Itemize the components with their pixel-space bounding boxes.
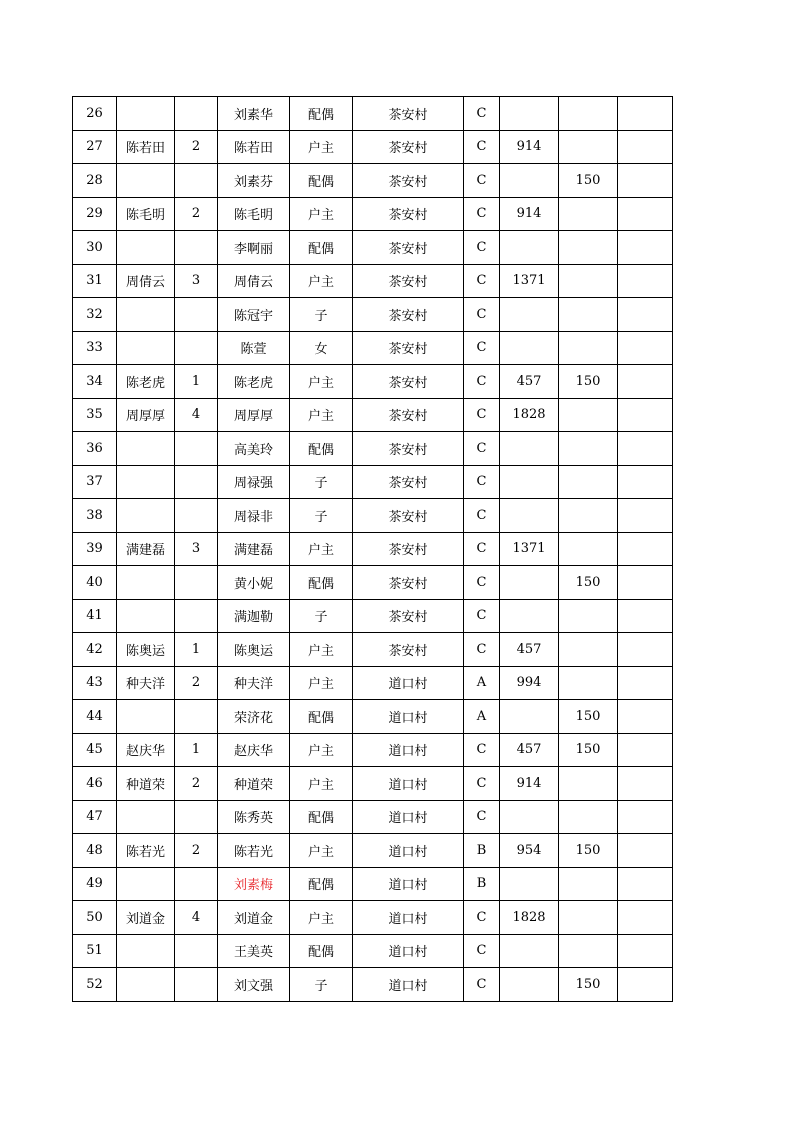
household-head-cell: 陈若田: [117, 130, 175, 164]
member-name-cell: 满建磊: [218, 532, 290, 566]
relation-cell: 户主: [290, 532, 353, 566]
household-head-cell: [117, 432, 175, 466]
extra-cell: [618, 566, 673, 600]
row-number-cell: 28: [73, 164, 117, 198]
extra-cell: [618, 934, 673, 968]
grade-cell: C: [464, 532, 500, 566]
row-number-cell: 33: [73, 331, 117, 365]
grade-cell: C: [464, 197, 500, 231]
row-number-cell: 43: [73, 666, 117, 700]
subsidy-cell: [559, 901, 618, 935]
amount-cell: 1828: [500, 901, 559, 935]
amount-cell: [500, 867, 559, 901]
village-cell: 茶安村: [353, 197, 464, 231]
household-size-cell: 4: [175, 398, 218, 432]
row-number-cell: 32: [73, 298, 117, 332]
relation-cell: 配偶: [290, 867, 353, 901]
village-cell: 茶安村: [353, 130, 464, 164]
member-name-cell: 荣济花: [218, 700, 290, 734]
row-number-cell: 31: [73, 264, 117, 298]
table-row: [73, 231, 673, 265]
grade-cell: C: [464, 331, 500, 365]
subsidy-cell: [559, 264, 618, 298]
extra-cell: [618, 633, 673, 667]
subsidy-cell: [559, 298, 618, 332]
table-row: [73, 633, 673, 667]
village-cell: 道口村: [353, 968, 464, 1002]
table-row: [73, 164, 673, 198]
household-head-cell: 陈老虎: [117, 365, 175, 399]
extra-cell: [618, 599, 673, 633]
household-head-cell: [117, 164, 175, 198]
household-size-cell: [175, 97, 218, 131]
member-name-cell: 陈冠宇: [218, 298, 290, 332]
table-row: [73, 97, 673, 131]
village-cell: 道口村: [353, 901, 464, 935]
household-head-cell: [117, 566, 175, 600]
relation-cell: 配偶: [290, 97, 353, 131]
household-head-cell: [117, 700, 175, 734]
row-number-cell: 35: [73, 398, 117, 432]
relation-cell: 户主: [290, 767, 353, 801]
table-row: [73, 264, 673, 298]
subsidy-cell: [559, 532, 618, 566]
member-name-cell: 满迦勒: [218, 599, 290, 633]
household-head-cell: [117, 867, 175, 901]
household-head-cell: 满建磊: [117, 532, 175, 566]
household-head-cell: [117, 97, 175, 131]
grade-cell: B: [464, 834, 500, 868]
relation-cell: 子: [290, 298, 353, 332]
amount-cell: [500, 164, 559, 198]
grade-cell: A: [464, 666, 500, 700]
relation-cell: 户主: [290, 633, 353, 667]
household-size-cell: [175, 432, 218, 466]
relation-cell: 配偶: [290, 231, 353, 265]
household-size-cell: [175, 968, 218, 1002]
household-head-cell: [117, 231, 175, 265]
household-head-cell: [117, 934, 175, 968]
relation-cell: 配偶: [290, 700, 353, 734]
member-name-cell: 刘素梅: [218, 867, 290, 901]
household-head-cell: [117, 298, 175, 332]
household-size-cell: 2: [175, 130, 218, 164]
row-number-cell: 38: [73, 499, 117, 533]
household-head-cell: [117, 465, 175, 499]
household-size-cell: 2: [175, 767, 218, 801]
grade-cell: C: [464, 566, 500, 600]
village-cell: 茶安村: [353, 231, 464, 265]
amount-cell: 1828: [500, 398, 559, 432]
extra-cell: [618, 834, 673, 868]
village-cell: 茶安村: [353, 465, 464, 499]
grade-cell: C: [464, 499, 500, 533]
household-size-cell: [175, 566, 218, 600]
row-number-cell: 42: [73, 633, 117, 667]
amount-cell: [500, 599, 559, 633]
village-cell: 茶安村: [353, 97, 464, 131]
table-row: [73, 365, 673, 399]
member-name-cell: 刘道金: [218, 901, 290, 935]
member-name-cell: 陈萱: [218, 331, 290, 365]
relation-cell: 女: [290, 331, 353, 365]
row-number-cell: 46: [73, 767, 117, 801]
member-name-cell: 周倩云: [218, 264, 290, 298]
extra-cell: [618, 97, 673, 131]
row-number-cell: 36: [73, 432, 117, 466]
extra-cell: [618, 264, 673, 298]
subsidy-cell: [559, 800, 618, 834]
household-head-cell: 周厚厚: [117, 398, 175, 432]
household-head-cell: [117, 800, 175, 834]
extra-cell: [618, 532, 673, 566]
row-number-cell: 47: [73, 800, 117, 834]
household-head-cell: [117, 499, 175, 533]
row-number-cell: 48: [73, 834, 117, 868]
amount-cell: 457: [500, 733, 559, 767]
table-row: [73, 968, 673, 1002]
table-row: [73, 599, 673, 633]
member-name-cell: 陈老虎: [218, 365, 290, 399]
amount-cell: 1371: [500, 532, 559, 566]
household-size-cell: [175, 499, 218, 533]
village-cell: 茶安村: [353, 432, 464, 466]
table-row: [73, 800, 673, 834]
subsidy-cell: [559, 130, 618, 164]
village-cell: 道口村: [353, 700, 464, 734]
amount-cell: [500, 700, 559, 734]
household-size-cell: 3: [175, 264, 218, 298]
grade-cell: C: [464, 465, 500, 499]
grade-cell: C: [464, 264, 500, 298]
member-name-cell: 赵庆华: [218, 733, 290, 767]
table-row: [73, 666, 673, 700]
row-number-cell: 44: [73, 700, 117, 734]
table-row: [73, 465, 673, 499]
subsidy-cell: [559, 465, 618, 499]
table-row: [73, 432, 673, 466]
village-cell: 茶安村: [353, 599, 464, 633]
relation-cell: 配偶: [290, 934, 353, 968]
grade-cell: C: [464, 432, 500, 466]
extra-cell: [618, 901, 673, 935]
household-size-cell: 1: [175, 633, 218, 667]
table-row: [73, 834, 673, 868]
household-size-cell: [175, 700, 218, 734]
table-row: [73, 298, 673, 332]
subsidy-cell: [559, 398, 618, 432]
subsidy-cell: 150: [559, 968, 618, 1002]
village-cell: 茶安村: [353, 532, 464, 566]
village-cell: 道口村: [353, 934, 464, 968]
amount-cell: [500, 499, 559, 533]
subsidy-cell: 150: [559, 733, 618, 767]
extra-cell: [618, 733, 673, 767]
row-number-cell: 50: [73, 901, 117, 935]
grade-cell: C: [464, 934, 500, 968]
extra-cell: [618, 499, 673, 533]
household-head-cell: 赵庆华: [117, 733, 175, 767]
household-size-cell: [175, 231, 218, 265]
extra-cell: [618, 130, 673, 164]
relation-cell: 配偶: [290, 164, 353, 198]
table-row: [73, 130, 673, 164]
subsidy-cell: [559, 633, 618, 667]
grade-cell: C: [464, 633, 500, 667]
row-number-cell: 49: [73, 867, 117, 901]
amount-cell: 914: [500, 197, 559, 231]
subsidy-cell: [559, 867, 618, 901]
relation-cell: 户主: [290, 733, 353, 767]
grade-cell: C: [464, 901, 500, 935]
amount-cell: [500, 331, 559, 365]
household-head-cell: 陈毛明: [117, 197, 175, 231]
grade-cell: C: [464, 968, 500, 1002]
grade-cell: C: [464, 164, 500, 198]
household-head-cell: 种夫洋: [117, 666, 175, 700]
table-row: [73, 733, 673, 767]
extra-cell: [618, 666, 673, 700]
member-name-cell: 种道荣: [218, 767, 290, 801]
extra-cell: [618, 164, 673, 198]
extra-cell: [618, 231, 673, 265]
village-cell: 茶安村: [353, 499, 464, 533]
row-number-cell: 52: [73, 968, 117, 1002]
extra-cell: [618, 432, 673, 466]
subsidy-cell: [559, 934, 618, 968]
grade-cell: B: [464, 867, 500, 901]
relation-cell: 子: [290, 465, 353, 499]
village-cell: 道口村: [353, 733, 464, 767]
table-row: [73, 197, 673, 231]
subsidy-cell: 150: [559, 365, 618, 399]
household-size-cell: 4: [175, 901, 218, 935]
household-size-cell: 2: [175, 666, 218, 700]
household-table: [72, 96, 673, 1002]
relation-cell: 户主: [290, 398, 353, 432]
household-size-cell: [175, 331, 218, 365]
amount-cell: [500, 298, 559, 332]
extra-cell: [618, 800, 673, 834]
member-name-cell: 李啊丽: [218, 231, 290, 265]
member-name-cell: 周厚厚: [218, 398, 290, 432]
amount-cell: [500, 465, 559, 499]
household-head-cell: 刘道金: [117, 901, 175, 935]
extra-cell: [618, 365, 673, 399]
member-name-cell: 陈秀英: [218, 800, 290, 834]
amount-cell: 457: [500, 633, 559, 667]
extra-cell: [618, 767, 673, 801]
subsidy-cell: 150: [559, 700, 618, 734]
amount-cell: [500, 432, 559, 466]
household-size-cell: 2: [175, 197, 218, 231]
village-cell: 茶安村: [353, 398, 464, 432]
household-size-cell: 1: [175, 365, 218, 399]
grade-cell: C: [464, 97, 500, 131]
subsidy-cell: [559, 331, 618, 365]
member-name-cell: 高美玲: [218, 432, 290, 466]
table-row: [73, 767, 673, 801]
household-size-cell: [175, 465, 218, 499]
grade-cell: A: [464, 700, 500, 734]
subsidy-cell: 150: [559, 566, 618, 600]
village-cell: 茶安村: [353, 566, 464, 600]
subsidy-cell: [559, 197, 618, 231]
member-name-cell: 刘文强: [218, 968, 290, 1002]
member-name-cell: 陈毛明: [218, 197, 290, 231]
relation-cell: 户主: [290, 365, 353, 399]
household-head-cell: 陈若光: [117, 834, 175, 868]
household-size-cell: [175, 934, 218, 968]
household-size-cell: [175, 599, 218, 633]
relation-cell: 配偶: [290, 432, 353, 466]
subsidy-cell: [559, 499, 618, 533]
relation-cell: 户主: [290, 264, 353, 298]
grade-cell: C: [464, 231, 500, 265]
household-head-cell: 陈奥运: [117, 633, 175, 667]
amount-cell: [500, 800, 559, 834]
grade-cell: C: [464, 298, 500, 332]
subsidy-cell: 150: [559, 164, 618, 198]
household-head-cell: 种道荣: [117, 767, 175, 801]
household-size-cell: [175, 298, 218, 332]
village-cell: 茶安村: [353, 264, 464, 298]
relation-cell: 户主: [290, 834, 353, 868]
extra-cell: [618, 197, 673, 231]
amount-cell: [500, 566, 559, 600]
row-number-cell: 41: [73, 599, 117, 633]
amount-cell: 1371: [500, 264, 559, 298]
household-head-cell: [117, 968, 175, 1002]
relation-cell: 子: [290, 499, 353, 533]
amount-cell: 914: [500, 767, 559, 801]
row-number-cell: 45: [73, 733, 117, 767]
member-name-cell: 王美英: [218, 934, 290, 968]
subsidy-cell: [559, 599, 618, 633]
amount-cell: 954: [500, 834, 559, 868]
household-head-cell: [117, 331, 175, 365]
row-number-cell: 27: [73, 130, 117, 164]
member-name-cell: 周禄强: [218, 465, 290, 499]
amount-cell: 457: [500, 365, 559, 399]
household-head-cell: [117, 599, 175, 633]
village-cell: 道口村: [353, 834, 464, 868]
table-row: [73, 934, 673, 968]
extra-cell: [618, 968, 673, 1002]
amount-cell: [500, 231, 559, 265]
amount-cell: 914: [500, 130, 559, 164]
household-size-cell: 3: [175, 532, 218, 566]
village-cell: 茶安村: [353, 298, 464, 332]
table-row: [73, 867, 673, 901]
household-size-cell: 1: [175, 733, 218, 767]
relation-cell: 户主: [290, 197, 353, 231]
table-row: [73, 566, 673, 600]
village-cell: 道口村: [353, 666, 464, 700]
member-name-cell: 刘素芬: [218, 164, 290, 198]
relation-cell: 子: [290, 968, 353, 1002]
relation-cell: 配偶: [290, 566, 353, 600]
subsidy-cell: [559, 432, 618, 466]
row-number-cell: 26: [73, 97, 117, 131]
row-number-cell: 34: [73, 365, 117, 399]
subsidy-cell: [559, 666, 618, 700]
amount-cell: [500, 934, 559, 968]
subsidy-cell: [559, 97, 618, 131]
relation-cell: 户主: [290, 666, 353, 700]
extra-cell: [618, 398, 673, 432]
member-name-cell: 种夫洋: [218, 666, 290, 700]
village-cell: 茶安村: [353, 633, 464, 667]
amount-cell: 994: [500, 666, 559, 700]
household-size-cell: [175, 867, 218, 901]
village-cell: 道口村: [353, 800, 464, 834]
member-name-cell: 陈奥运: [218, 633, 290, 667]
row-number-cell: 30: [73, 231, 117, 265]
table-row: [73, 331, 673, 365]
member-name-cell: 陈若田: [218, 130, 290, 164]
row-number-cell: 51: [73, 934, 117, 968]
extra-cell: [618, 700, 673, 734]
village-cell: 茶安村: [353, 164, 464, 198]
subsidy-cell: 150: [559, 834, 618, 868]
extra-cell: [618, 465, 673, 499]
member-name-cell: 周禄非: [218, 499, 290, 533]
relation-cell: 户主: [290, 901, 353, 935]
household-head-cell: 周倩云: [117, 264, 175, 298]
village-cell: 道口村: [353, 767, 464, 801]
subsidy-cell: [559, 767, 618, 801]
grade-cell: C: [464, 800, 500, 834]
row-number-cell: 29: [73, 197, 117, 231]
relation-cell: 户主: [290, 130, 353, 164]
household-size-cell: 2: [175, 834, 218, 868]
row-number-cell: 39: [73, 532, 117, 566]
grade-cell: C: [464, 767, 500, 801]
village-cell: 道口村: [353, 867, 464, 901]
household-size-cell: [175, 164, 218, 198]
grade-cell: C: [464, 733, 500, 767]
subsidy-cell: [559, 231, 618, 265]
table-row: [73, 532, 673, 566]
table-row: [73, 398, 673, 432]
village-cell: 茶安村: [353, 331, 464, 365]
relation-cell: 子: [290, 599, 353, 633]
extra-cell: [618, 867, 673, 901]
extra-cell: [618, 298, 673, 332]
row-number-cell: 40: [73, 566, 117, 600]
row-number-cell: 37: [73, 465, 117, 499]
table-row: [73, 700, 673, 734]
amount-cell: [500, 968, 559, 1002]
village-cell: 茶安村: [353, 365, 464, 399]
table-row: [73, 499, 673, 533]
extra-cell: [618, 331, 673, 365]
member-name-cell: 刘素华: [218, 97, 290, 131]
member-name-cell: 陈若光: [218, 834, 290, 868]
amount-cell: [500, 97, 559, 131]
table-row: [73, 901, 673, 935]
grade-cell: C: [464, 599, 500, 633]
grade-cell: C: [464, 398, 500, 432]
household-size-cell: [175, 800, 218, 834]
grade-cell: C: [464, 365, 500, 399]
relation-cell: 配偶: [290, 800, 353, 834]
grade-cell: C: [464, 130, 500, 164]
member-name-cell: 黄小妮: [218, 566, 290, 600]
